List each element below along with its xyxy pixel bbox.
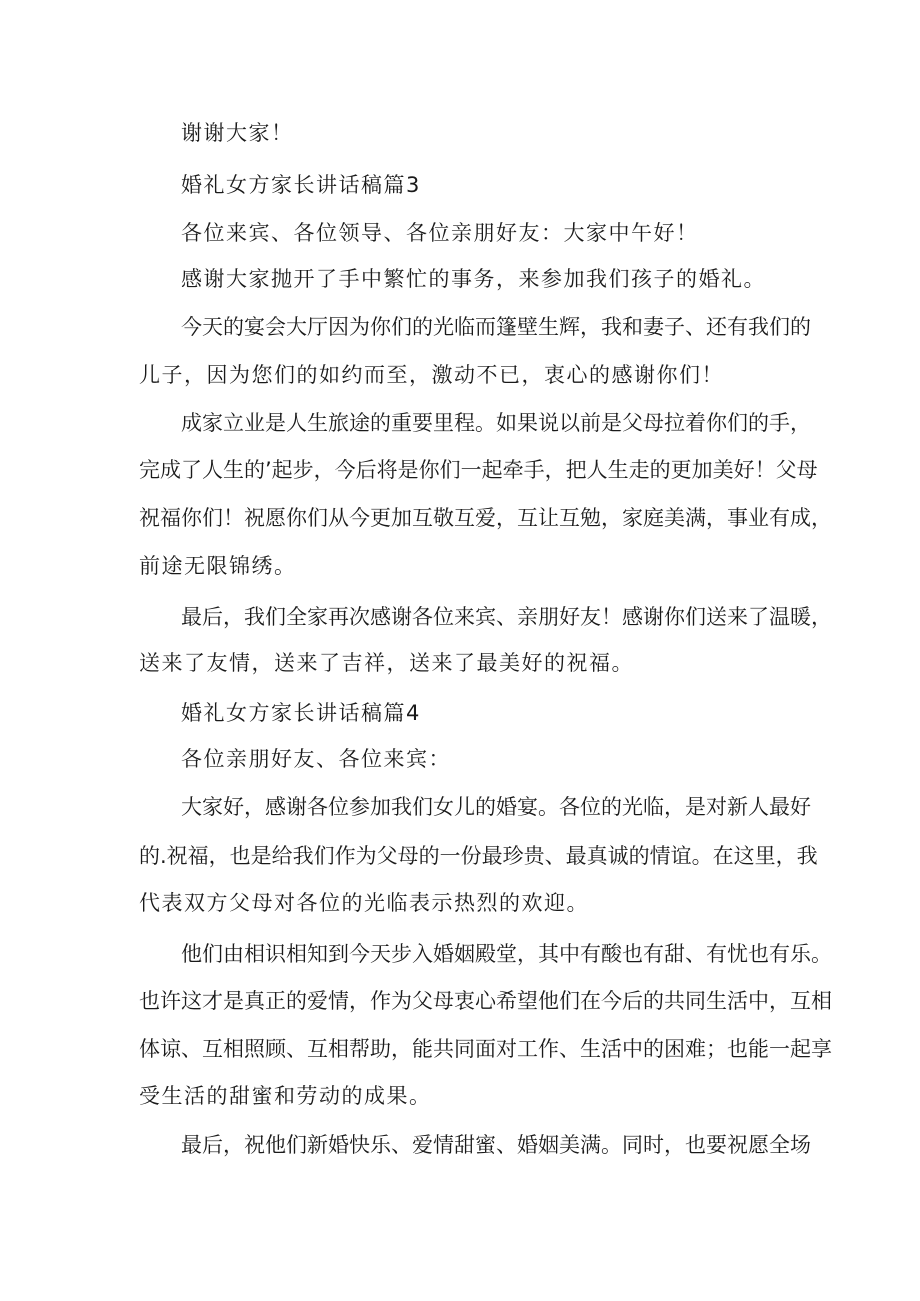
paragraph-line: 儿子，因为您们的如约而至，激动不已，衷心的感谢你们！ <box>139 363 724 387</box>
paragraph-line: 送来了友情，送来了吉祥，送来了最美好的祝福。 <box>139 651 634 675</box>
greeting-line: 各位来宾、各位领导、各位亲朋好友：大家中午好！ <box>181 221 699 245</box>
paragraph-line: 代表双方父母对各位的光临表示热烈的欢迎。 <box>139 891 589 915</box>
closing-thanks: 谢谢大家！ <box>181 121 294 145</box>
paragraph-line: 前途无限锦绣。 <box>139 554 297 578</box>
section-heading-4: 婚礼女方家长讲话稿篇4 <box>181 701 421 725</box>
paragraph-line: 感谢大家抛开了手中繁忙的事务，来参加我们孩子的婚礼。 <box>181 267 766 291</box>
paragraph-line: 祝福你们！祝愿你们从今更加互敬互爱，互让互勉，家庭美满，事业有成， <box>139 506 832 530</box>
paragraph-line: 受生活的甜蜜和劳动的成果。 <box>139 1084 432 1108</box>
paragraph-line: 的.祝福，也是给我们作为父母的一份最珍贵、最真诚的情谊。在这里，我 <box>139 844 818 868</box>
paragraph-line: 成家立业是人生旅途的重要里程。如果说以前是父母拉着你们的手， <box>181 411 811 435</box>
paragraph-line: 也许这才是真正的爱情，作为父母衷心希望他们在今后的共同生活中，互相 <box>139 989 832 1013</box>
paragraph-line: 最后，我们全家再次感谢各位来宾、亲朋好友！感谢你们送来了温暖， <box>181 605 832 629</box>
paragraph-line: 完成了人生的’起步，今后将是你们一起牵手，把人生走的更加美好！父母 <box>139 458 818 482</box>
paragraph-line: 今天的宴会大厅因为你们的光临而篷壁生辉，我和妻子、还有我们的 <box>181 315 811 339</box>
greeting-line: 各位亲朋好友、各位来宾： <box>181 747 451 771</box>
paragraph-line: 大家好，感谢各位参加我们女儿的婚宴。各位的光临，是对新人最好 <box>181 795 811 819</box>
paragraph-line: 最后，祝他们新婚快乐、爱情甜蜜、婚姻美满。同时，也要祝愿全场 <box>181 1133 811 1157</box>
section-heading-3: 婚礼女方家长讲话稿篇3 <box>181 173 421 197</box>
paragraph-line: 体谅、互相照顾、互相帮助，能共同面对工作、生活中的困难；也能一起享 <box>139 1037 832 1061</box>
paragraph-line: 他们由相识相知到今天步入婚姻殿堂，其中有酸也有甜、有忧也有乐。 <box>181 942 832 966</box>
